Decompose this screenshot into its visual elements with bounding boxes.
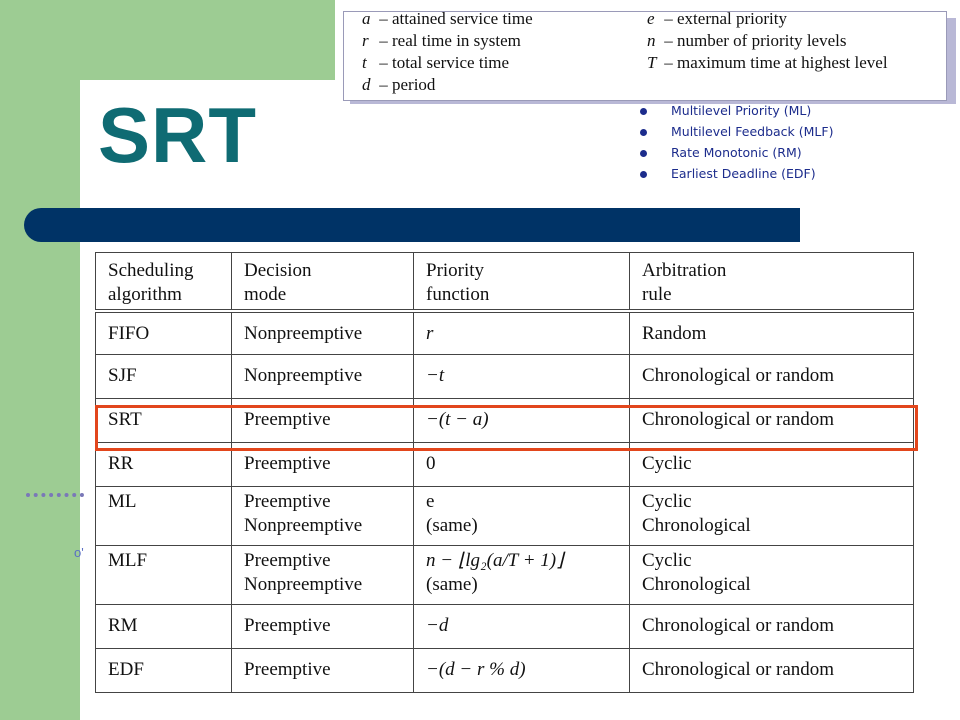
table-row — [96, 443, 914, 487]
legend-left-column — [362, 8, 533, 96]
cell-arbitration: Cyclic — [630, 443, 914, 487]
bullet-icon — [640, 171, 647, 178]
cell-arbitration: Chronological or random — [630, 649, 914, 693]
scheduling-table — [95, 252, 914, 693]
dotted-divider — [26, 493, 84, 497]
cell-priority: −(t − a) — [414, 399, 630, 443]
title-underline-bar — [24, 208, 800, 242]
legend-text: – period — [379, 75, 436, 94]
header-priority-function — [414, 253, 630, 311]
header-algorithm — [96, 253, 232, 311]
cell-priority: r — [414, 311, 630, 355]
cell-decision: Preemptive — [232, 399, 414, 443]
legend-symbol: a — [362, 9, 371, 28]
legend-text: – number of priority levels — [664, 31, 847, 50]
cell-line: n − ⌊lg₂(a/T + 1)⌋ — [426, 550, 564, 571]
bullet-icon — [640, 108, 647, 115]
cell-decision: Preemptive — [232, 649, 414, 693]
legend-entry — [647, 52, 888, 74]
header-line: mode — [244, 284, 287, 305]
legend-symbol: n — [647, 31, 656, 50]
cell-arbitration — [630, 487, 914, 546]
cell-line: (same) — [426, 515, 478, 536]
legend-entry — [362, 8, 533, 30]
cell-line: Preemptive — [244, 491, 331, 512]
cell-line: (same) — [426, 574, 478, 595]
cell-arbitration: Random — [630, 311, 914, 355]
table-row — [96, 487, 914, 546]
bullet-text: Multilevel Feedback (MLF) — [671, 124, 834, 139]
legend-entry — [362, 30, 533, 52]
bullet-text: Earliest Deadline (EDF) — [671, 166, 816, 181]
table-row — [96, 311, 914, 355]
list-item — [640, 142, 833, 163]
legend-text: – attained service time — [379, 9, 533, 28]
cell-priority — [414, 546, 630, 605]
legend-symbol: d — [362, 75, 371, 94]
cell-priority: 0 — [414, 443, 630, 487]
top-green-band — [0, 0, 335, 80]
header-line: rule — [642, 284, 672, 305]
cell-priority: −(d − r % d) — [414, 649, 630, 693]
slide-title: SRT — [98, 91, 257, 179]
table-row-highlighted — [96, 399, 914, 443]
legend-text: – real time in system — [379, 31, 521, 50]
cell-algorithm: SRT — [96, 399, 232, 443]
legend-entry — [362, 74, 533, 96]
algorithm-bullet-list — [640, 100, 833, 184]
header-line: Scheduling — [108, 260, 194, 281]
legend-text: – maximum time at highest level — [664, 53, 888, 72]
cell-arbitration — [630, 546, 914, 605]
list-item — [640, 163, 833, 184]
legend-symbol: r — [362, 31, 369, 50]
cell-decision — [232, 487, 414, 546]
list-item — [640, 100, 833, 121]
header-arbitration-rule — [630, 253, 914, 311]
cell-decision: Preemptive — [232, 443, 414, 487]
header-line: Decision — [244, 260, 312, 281]
table-header-row — [96, 253, 914, 311]
table-row — [96, 649, 914, 693]
cell-decision: Preemptive — [232, 605, 414, 649]
cell-algorithm: MLF — [96, 546, 232, 605]
cell-algorithm: SJF — [96, 355, 232, 399]
cell-line: Preemptive — [244, 550, 331, 571]
cell-decision: Nonpreemptive — [232, 311, 414, 355]
legend-text: – external priority — [664, 9, 787, 28]
cell-line: Nonpreemptive — [244, 515, 363, 536]
legend-symbol: T — [647, 53, 657, 72]
header-line: algorithm — [108, 284, 182, 305]
scheduling-table-container — [95, 252, 913, 699]
legend-entry — [647, 8, 888, 30]
cell-line: e — [426, 491, 435, 512]
legend-entry — [362, 52, 533, 74]
cell-algorithm: EDF — [96, 649, 232, 693]
header-line: Arbitration — [642, 260, 727, 281]
cell-line: Cyclic — [642, 550, 692, 571]
cell-line: Nonpreemptive — [244, 574, 363, 595]
header-decision-mode — [232, 253, 414, 311]
left-green-band — [0, 0, 80, 720]
cell-algorithm: RM — [96, 605, 232, 649]
cell-line: Chronological — [642, 574, 751, 595]
cell-algorithm: FIFO — [96, 311, 232, 355]
legend-symbol: e — [647, 9, 655, 28]
bullet-icon — [640, 150, 647, 157]
header-line: function — [426, 284, 490, 305]
table-row — [96, 605, 914, 649]
cell-decision: Nonpreemptive — [232, 355, 414, 399]
cell-arbitration: Chronological or random — [630, 355, 914, 399]
header-line: Priority — [426, 260, 485, 281]
legend-entry — [647, 30, 888, 52]
cell-priority — [414, 487, 630, 546]
cell-line: Chronological — [642, 515, 751, 536]
legend-right-column — [647, 8, 888, 74]
stray-text: o' — [74, 545, 84, 560]
cell-priority: −d — [414, 605, 630, 649]
cell-algorithm: ML — [96, 487, 232, 546]
legend-symbol: t — [362, 53, 367, 72]
variable-legend — [343, 11, 947, 101]
list-item — [640, 121, 833, 142]
table-row — [96, 355, 914, 399]
legend-text: – total service time — [379, 53, 510, 72]
cell-line: Cyclic — [642, 491, 692, 512]
cell-arbitration: Chronological or random — [630, 399, 914, 443]
cell-algorithm: RR — [96, 443, 232, 487]
bullet-icon — [640, 129, 647, 136]
cell-priority: −t — [414, 355, 630, 399]
bullet-text: Multilevel Priority (ML) — [671, 103, 812, 118]
table-row — [96, 546, 914, 605]
bullet-text: Rate Monotonic (RM) — [671, 145, 802, 160]
cell-decision — [232, 546, 414, 605]
cell-arbitration: Chronological or random — [630, 605, 914, 649]
